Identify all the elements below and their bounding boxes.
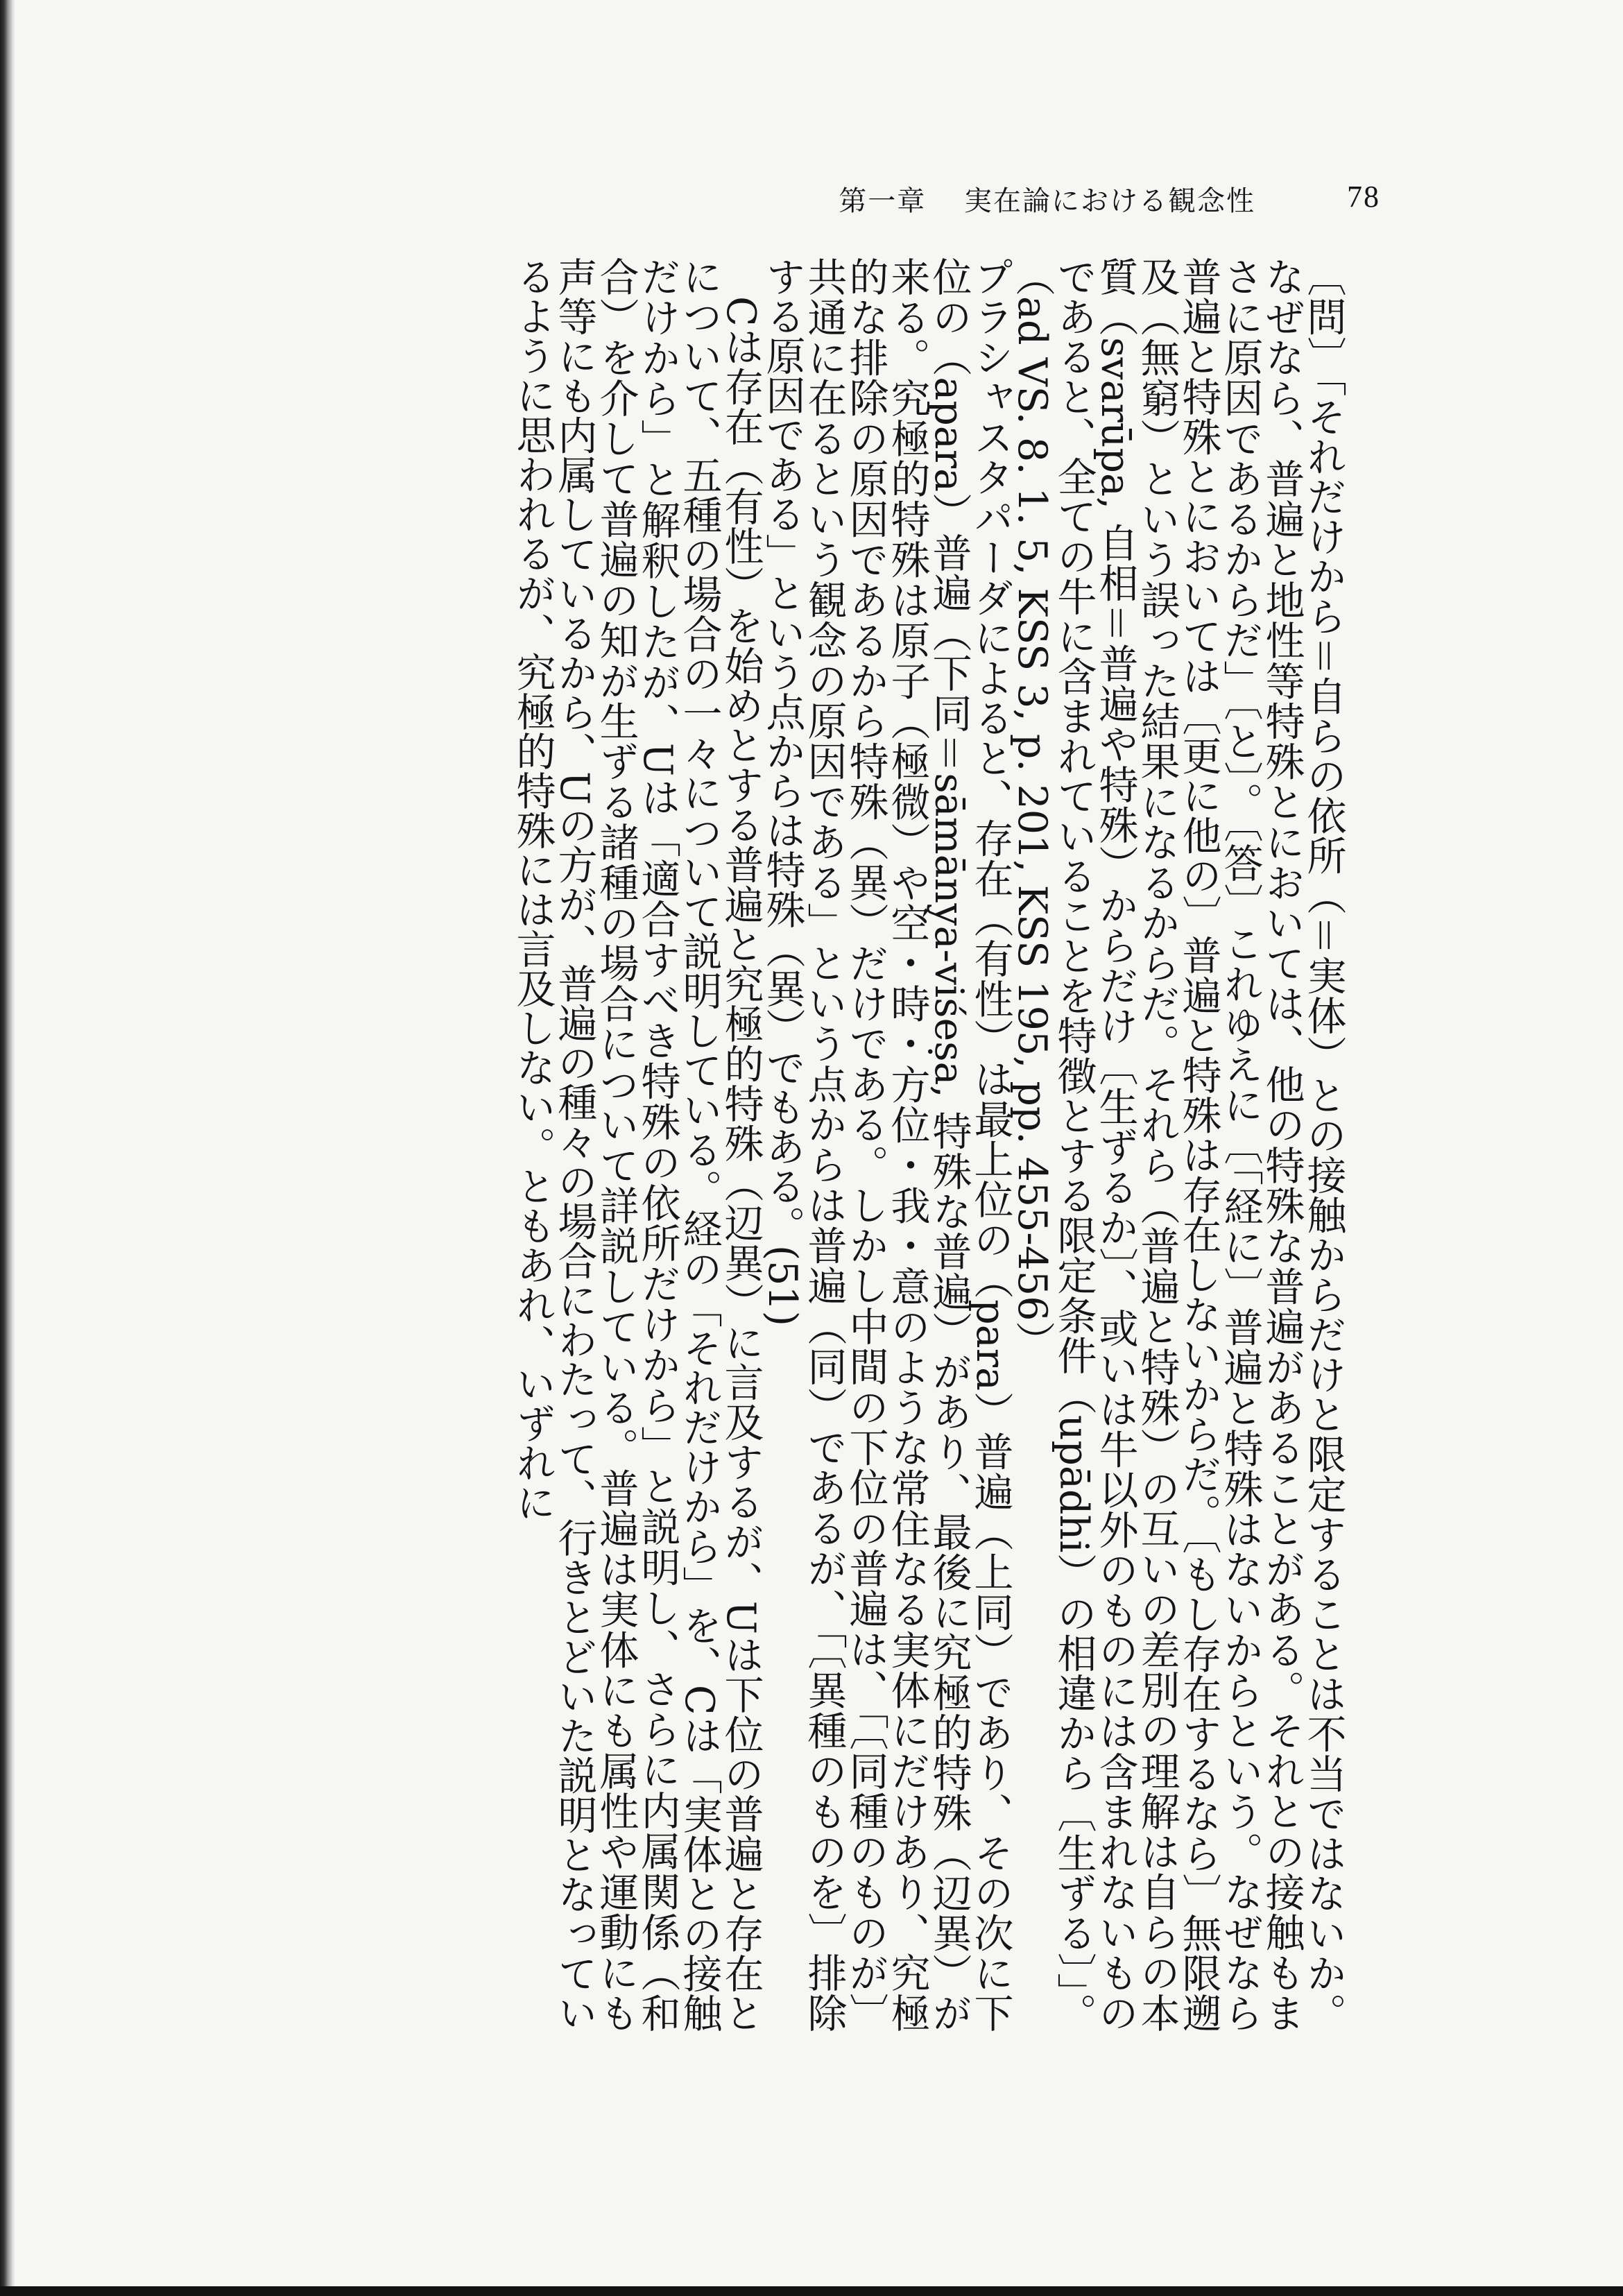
bottom-border — [0, 2286, 1623, 2296]
chapter-title: 実在論における観念性 — [964, 185, 1255, 217]
vertical-body-text — [205, 257, 1384, 2032]
body-paragraph-prashastapada: プラシャスタパーダによると、存在（有性）は最上位の（para）普遍（上同）であり、その次に下位の（apara）普遍（下同＝sāmānya-viśeṣa, 特殊な普遍）があり、最後に究極的特殊（辺異）が来る。究極的特殊は原子（極微）や空・時・方位・我・意のような常住なる実体にだけあり、究極的な排除の原因であるから特殊（異）だけである。しかし中間の下位の普遍は、「〔同種のものが〕共通に在るという観念の原因である」という点からは普遍（同）であるが、「〔異種のものを〕排除する原因である」という点からは特殊（異）でもある。(51) — [759, 257, 1013, 2032]
quoted-passage: 〔問〕「それだけから＝自らの依所（＝実体）との接触からだけと限定することは不当ではないか。なぜなら、普遍と地性等特殊とにおいては、他の特殊な普遍があることがある。それとの接触もまさに原因であるからだ」〔と〕。〔答〕これゆえに〔「経に〕普遍と特殊はないからという。なぜなら普遍と特殊とにおいては〔更に他の〕普遍と特殊は存在しないからだ。〔もし存在するなら〕無限遡及（無窮）という誤った結果になるからだ。それら（普遍と特殊）の互いの差別の理解は自らの本質（svarūpa, 自相＝普遍や特殊）からだけ〔生ずるか〕、或いは牛以外のものには含まれないものであると、全ての牛に含まれていることを特徴とする限定条件（upādhi）の相違から〔生ずる〕」。（ad VS. 8. 1. 5, KSS 3, p. 201, KSS 195, pp. 455-456） — [1009, 257, 1346, 2032]
binding-shadow — [0, 0, 15, 2296]
page-number: 78 — [1347, 180, 1380, 214]
running-header — [839, 179, 1380, 219]
body-paragraph-comparison: Cは存在（有性）を始めとする普遍と究極的特殊（辺異）に言及するが、Uは下位の普遍と存在とについて、五種の場合の一々について説明している。経の「それだけから」を、Cは「実体との接触だけから」と解釈したが、Uは「適合すべき特殊の依所だけから」と説明し、さらに内属関係（和合）を介して普遍の知が生ずる諸種の場合について詳説している。普遍は実体にも属性や運動にも声等にも内属しているから、Uの方が、普遍の種々の場合にわたって、行きとどいた説明となっているように思われるが、究極的特殊には言及しない。ともあれ、いずれに — [510, 257, 764, 2032]
chapter-label: 第一章 — [839, 185, 927, 217]
